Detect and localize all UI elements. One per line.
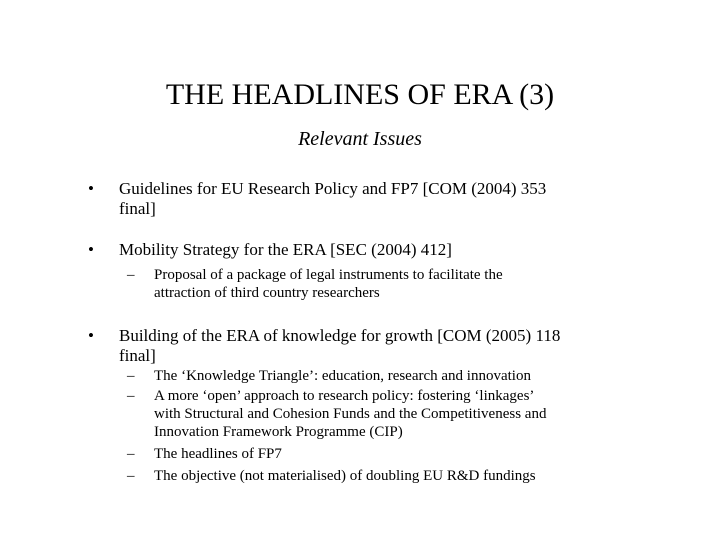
sub-line: The ‘Knowledge Triangle’: education, research and innovation [154, 368, 531, 384]
sub-line: Proposal of a package of legal instruments to facilitate the [154, 267, 503, 283]
slide-subtitle: Relevant Issues [298, 128, 422, 150]
sub-item-doubling-objective [154, 467, 536, 485]
sub-line: attraction of third country researchers [154, 285, 380, 301]
dash-marker: – [127, 368, 135, 384]
bullet-line: Building of the ERA of knowledge for growth [COM (2005) 118 [119, 326, 561, 345]
bullet-item-guidelines [119, 179, 546, 219]
sub-item-open-approach [154, 387, 546, 441]
bullet-marker: • [88, 240, 94, 259]
dash-marker: – [127, 468, 135, 484]
dash-marker: – [127, 446, 135, 462]
bullet-line: final] [119, 346, 156, 365]
dash-marker: – [127, 267, 135, 283]
sub-line: with Structural and Cohesion Funds and the Competitiveness and [154, 406, 547, 422]
sub-line: The objective (not materialised) of doubling EU R&D fundings [154, 468, 536, 484]
slide-title: THE HEADLINES OF ERA (3) [165, 78, 555, 111]
bullet-marker: • [88, 326, 94, 345]
dash-marker: – [127, 388, 135, 404]
sub-item-knowledge-triangle [154, 367, 531, 385]
bullet-line: Mobility Strategy for the ERA [SEC (2004) 412] [119, 240, 452, 259]
sub-line: Innovation Framework Programme (CIP) [154, 424, 403, 440]
sub-item-legal-instruments [154, 266, 503, 302]
sub-item-headlines-fp7 [154, 445, 282, 463]
bullet-line: Guidelines for EU Research Policy and FP7 [COM (2004) 353 [119, 179, 547, 198]
bullet-item-building-era [119, 326, 560, 366]
sub-line: The headlines of FP7 [154, 446, 282, 462]
sub-line: A more ‘open’ approach to research policy: fostering ‘linkages’ [154, 388, 535, 404]
bullet-marker: • [88, 179, 94, 198]
bullet-item-mobility [119, 240, 452, 260]
bullet-line: final] [119, 199, 156, 218]
